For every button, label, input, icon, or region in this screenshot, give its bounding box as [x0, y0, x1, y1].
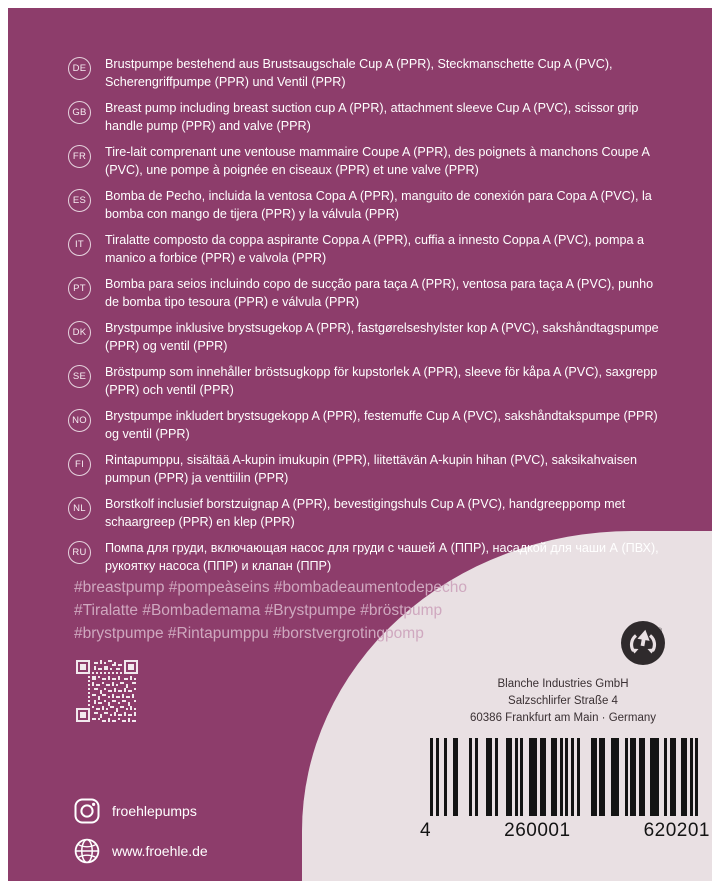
website-link[interactable]: [74, 838, 374, 864]
language-code-badge: ES: [68, 189, 91, 212]
hashtag-line: #brystpumpe #Rintapumppu #borstvergrotingpomp: [74, 625, 424, 642]
list-item: [68, 364, 668, 399]
list-item: [68, 56, 668, 91]
language-code-badge: PT: [68, 277, 91, 300]
language-description-text: Rintapumppu, sisältää A-kupin imukupin (PPR), liitettävän A-kupin hihan (PVC), saksikahvaisen pumpun (PPR) ja venttiilin (PPR): [105, 453, 637, 485]
language-code-badge: DK: [68, 321, 91, 344]
company-address: [438, 676, 688, 727]
qr-code-icon[interactable]: [76, 660, 138, 722]
hashtag-line: #Tiralatte #Bombademama #Brystpumpe #bröstpump: [74, 602, 443, 619]
list-item: [68, 452, 668, 487]
list-item: [68, 232, 668, 267]
barcode-bars: [430, 738, 698, 816]
instagram-icon: [74, 798, 100, 824]
language-description-text: Bomba de Pecho, incluida la ventosa Copa A (PPR), manguito de conexión para Copa A (PVC), la bomba con mango de tijera (PPR) y la válvula (PPR): [105, 189, 652, 221]
language-description-text: Brystpumpe inkludert brystsugekopp A (PPR), festemuffe Cup A (PVC), sakshåndtakspumpe (PPR) og ventil (PPR): [105, 409, 658, 441]
registered-mark: ®: [657, 628, 663, 635]
language-description-list: [68, 56, 668, 584]
language-description-text: Помпа для груди, включающая насос для груди с чашей А (ППР), насадкой для чаши А (ПВХ), рукоятку насоса (ППР) и клапан (ППР): [105, 541, 659, 573]
language-code-badge: NL: [68, 497, 91, 520]
instagram-handle: froehlepumps: [112, 803, 197, 819]
language-description-text: Bomba para seios incluindo copo de sucção para taça A (PPR), ventosa para taça A (PVC), punho de bomba tipo tesoura (PPR) e válvula (PPR): [105, 277, 654, 309]
language-description-text: Brystpumpe inklusive brystsugekop A (PPR), fastgørelseshylster kop A (PVC), sakshåndtagspumpe (PPR) og ventil (PPR): [105, 321, 659, 353]
language-code-badge: IT: [68, 233, 91, 256]
language-code-badge: NO: [68, 409, 91, 432]
hashtag-line: #breastpump #pompeàseins #bombadeaumentodepecho: [74, 579, 467, 596]
barcode-digit-group: 4: [420, 820, 432, 841]
language-description-text: Bröstpump som innehåller bröstsugkopp för kupstorlek A (PPR), sleeve för kåpa A (PVC), saxgrepp (PPR) och ventil (PPR): [105, 365, 658, 397]
list-item: [68, 100, 668, 135]
list-item: [68, 188, 668, 223]
barcode: [430, 738, 698, 828]
qr-code-graphic: [76, 660, 138, 722]
company-name: Blanche Industries GmbH: [497, 678, 629, 690]
barcode-digit-group: 260001: [504, 820, 571, 841]
language-code-badge: FI: [68, 453, 91, 476]
language-description-text: Borstkolf inclusief borstzuignap A (PPR), bevestigingshuls Cup A (PVC), handgreeppomp met schaargreep (PPR) en klep (PPR): [105, 497, 626, 529]
barcode-digits: [420, 820, 710, 842]
city-country: 60386 Frankfurt am Main · Germany: [470, 712, 656, 724]
language-description-text: Brustpumpe bestehend aus Brustsaugschale Cup A (PPR), Steckmanschette Cup A (PVC), Scherengriffpumpe (PPR) und Ventil (PPR): [105, 57, 613, 89]
hashtag-block: [74, 576, 544, 645]
purple-panel: [8, 8, 712, 881]
list-item: [68, 144, 668, 179]
social-links: [74, 798, 374, 878]
street-address: Salzschlirfer Straße 4: [508, 695, 618, 707]
barcode-digit-group: 620201: [643, 820, 710, 841]
language-code-badge: SE: [68, 365, 91, 388]
list-item: [68, 276, 668, 311]
list-item: [68, 540, 668, 575]
green-dot-recycle-icon: [620, 620, 666, 666]
globe-icon: [74, 838, 100, 864]
language-description-text: Tire-lait comprenant une ventouse mammaire Coupe A (PPR), des poignets à manchons Coupe A (PVC), une pompe à poignée en ciseaux (PPR) et une valve (PPR): [105, 145, 650, 177]
website-url: www.froehle.de: [112, 843, 208, 859]
language-code-badge: DE: [68, 57, 91, 80]
instagram-link[interactable]: [74, 798, 374, 824]
language-code-badge: FR: [68, 145, 91, 168]
language-code-badge: RU: [68, 541, 91, 564]
list-item: [68, 320, 668, 355]
list-item: [68, 496, 668, 531]
language-description-text: Breast pump including breast suction cup A (PPR), attachment sleeve Cup A (PVC), scissor grip handle pump (PPR) and valve (PPR): [105, 101, 639, 133]
language-code-badge: GB: [68, 101, 91, 124]
list-item: [68, 408, 668, 443]
language-description-text: Tiralatte composto da coppa aspirante Coppa A (PPR), cuffia a innesto Coppa A (PVC), pompa a manico a forbice (PPR) e valvola (PPR): [105, 233, 645, 265]
